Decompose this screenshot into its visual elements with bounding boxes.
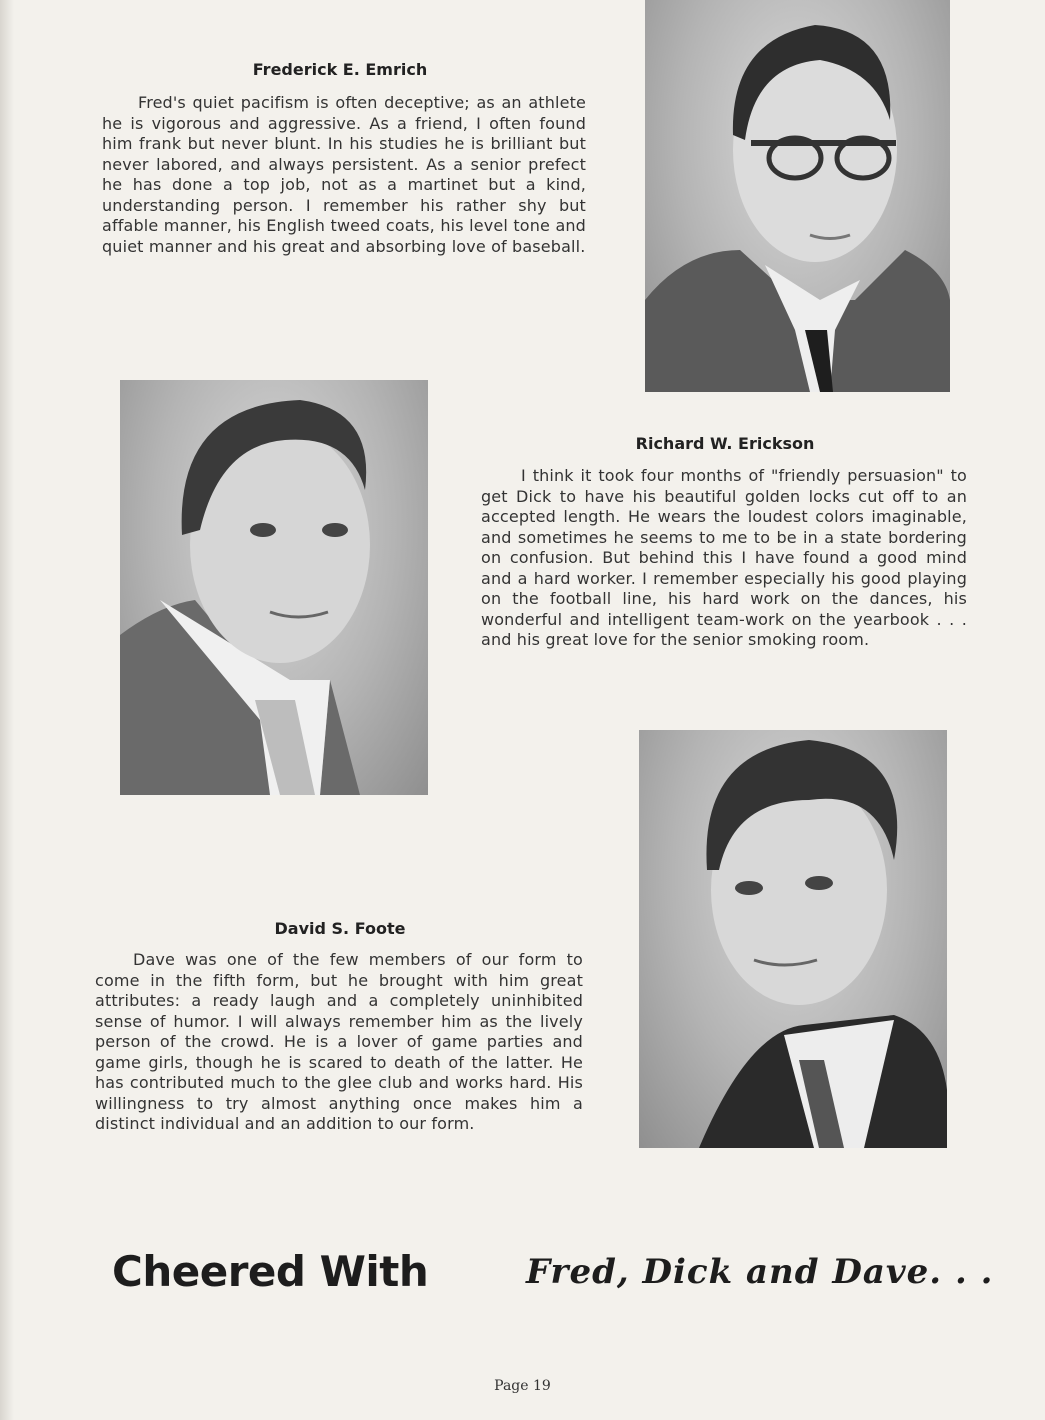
student-name-dave: David S. Foote [274, 919, 406, 938]
student-name-dick: Richard W. Erickson [635, 434, 815, 453]
page-number: Page 19 [494, 1378, 551, 1394]
cheered-with-heading: Cheered With [112, 1247, 429, 1296]
student-name-fred: Frederick E. Emrich [252, 60, 428, 79]
portrait-photo-dick [120, 380, 428, 795]
portrait-photo-fred [645, 0, 950, 392]
page-binding-edge [0, 0, 14, 1420]
portrait-photo-dave [639, 730, 947, 1148]
student-bio-fred: Fred's quiet pacifism is often deceptive; as an athlete he is vigorous and aggressive. As a friend, I often found him frank but never blunt. In his studies he is brilliant but never labored, and always persistent. As a senior prefect he has done a top job, not as a martinet but a kind, understanding person. I remember his rather shy but affable manner, his English tweed coats, his level tone and quiet manner and his great and absorbing love of baseball. [102, 93, 586, 256]
student-bio-dave: Dave was one of the few members of our form to come in the fifth form, but he brought with him great attributes: a ready laugh and a completely uninhibited sense of humor. I will always remember him as the lively person of the crowd. He is a lover of game parties and game girls, though he is scared to death of the latter. He has contributed much to the glee club and works hard. His willingness to try almost anything once makes him a distinct individual and an addition to our form. [95, 950, 583, 1133]
student-bio-dick: I think it took four months of "friendly persuasion" to get Dick to have his beautiful golden locks cut off to an accepted length. He wears the loudest colors imaginable, and sometimes he seems to me to be in a state bordering on confusion. But behind this I have found a good mind and a hard worker. I remember especially his good playing on the football line, his hard work on the dances, his wonderful and intelligent team-work on the yearbook . . . and his great love for the senior smoking room. [481, 466, 967, 649]
script-names-caption: Fred, Dick and Dave. . . [526, 1252, 994, 1292]
